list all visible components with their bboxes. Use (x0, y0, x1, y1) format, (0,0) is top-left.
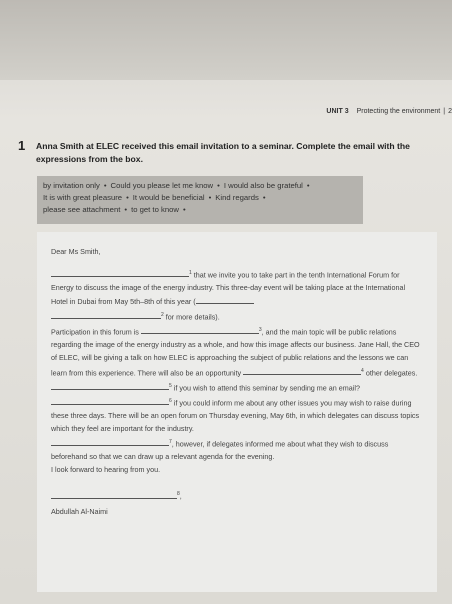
bullet-icon: • (124, 205, 128, 214)
unit-title: Protecting the environment (356, 108, 441, 115)
unit-label: UNIT 3 (326, 108, 349, 115)
email-text: Participation in this forum is (51, 327, 141, 337)
bullet-icon: • (262, 193, 266, 202)
gap-7-blank[interactable] (51, 437, 169, 446)
gap-6-blank[interactable] (51, 396, 169, 405)
email-text: , (179, 491, 182, 501)
gap-2-blank-cont[interactable] (51, 310, 161, 319)
task-instruction: Anna Smith at ELEC received this email invitation to a seminar. Complete the email with the expressions from the box. (36, 141, 410, 164)
email-text: that we invite you to take part in the tenth International Forum for Energy to discuss the image of the energy industry. This three-day event will be taking place at the International Hotel in Dubai from May 5th–8th of this year ( (51, 270, 406, 306)
task-number: 1 (18, 138, 26, 153)
email-closing-line: I look forward to hearing from you. (51, 464, 161, 474)
box-item: I would also be grateful (223, 181, 303, 190)
email-paragraph-3 (51, 380, 423, 464)
gap-number: 4 (361, 367, 364, 374)
email-text: if you could inform me about any other issues you may wish to raise during these three days. There will be an open forum on Thursday evening, May 6th, in which delegates can discuss topics which they feel are important for the industry. (51, 398, 420, 433)
expressions-box (37, 176, 363, 224)
email-text: if you wish to attend this seminar by sending me an email? (171, 383, 360, 393)
email-text: , however, if delegates informed me about what they wish to discuss beforehand so that we can draw up a relevant agenda for the evening. (51, 439, 389, 461)
email-text: other delegates. (363, 367, 418, 377)
email-text: , and the main topic will be public relations regarding the image of the energy industry as a whole, and how this image affects our business. Jane Hall, the CEO of ELEC, will be giving a talk on how ELEC is approaching the subject of public relations and the lessons we can learn from this experience. There will also be an opportunity (51, 327, 420, 377)
bullet-icon: • (306, 181, 310, 190)
email-body (37, 232, 437, 592)
email-paragraph-2 (51, 324, 423, 380)
bullet-icon: • (217, 181, 220, 190)
gap-number: 3 (258, 326, 262, 333)
gap-number: 5 (169, 382, 172, 389)
box-item: It would be beneficial (132, 193, 205, 202)
box-item: Could you please let me know (110, 181, 214, 190)
page-number: 2 (448, 108, 452, 115)
box-item: please see attachment (43, 205, 121, 214)
box-item: by invitation only (43, 181, 100, 190)
gap-number: 7 (169, 438, 172, 445)
gap-5-blank[interactable] (51, 381, 169, 390)
bullet-icon: • (103, 181, 107, 190)
gap-8-blank[interactable] (51, 490, 177, 499)
previous-page-shadow (0, 0, 452, 80)
gap-1-blank[interactable] (51, 268, 189, 277)
gap-number: 1 (189, 269, 192, 276)
box-item: It is with great pleasure (43, 193, 123, 202)
email-signature: Abdullah Al-Naimi (51, 506, 108, 516)
gap-number: 6 (169, 397, 172, 404)
bullet-icon: • (182, 205, 186, 214)
header-separator: | (443, 108, 446, 115)
page-header (326, 108, 452, 115)
email-text: for more details). (163, 311, 220, 321)
gap-2-blank[interactable] (196, 295, 254, 304)
email-salutation: Dear Ms Smith, (51, 247, 101, 256)
email-paragraph-1 (51, 267, 423, 324)
gap-3-blank[interactable] (141, 325, 259, 334)
bullet-icon: • (208, 193, 212, 202)
gap-number: 8 (177, 491, 180, 498)
email-signoff (51, 488, 423, 503)
gap-4-blank[interactable] (243, 366, 361, 375)
box-item: to get to know (131, 205, 179, 214)
box-item: Kind regards (215, 193, 259, 202)
gap-number: 2 (161, 311, 164, 318)
bullet-icon: • (126, 193, 129, 202)
